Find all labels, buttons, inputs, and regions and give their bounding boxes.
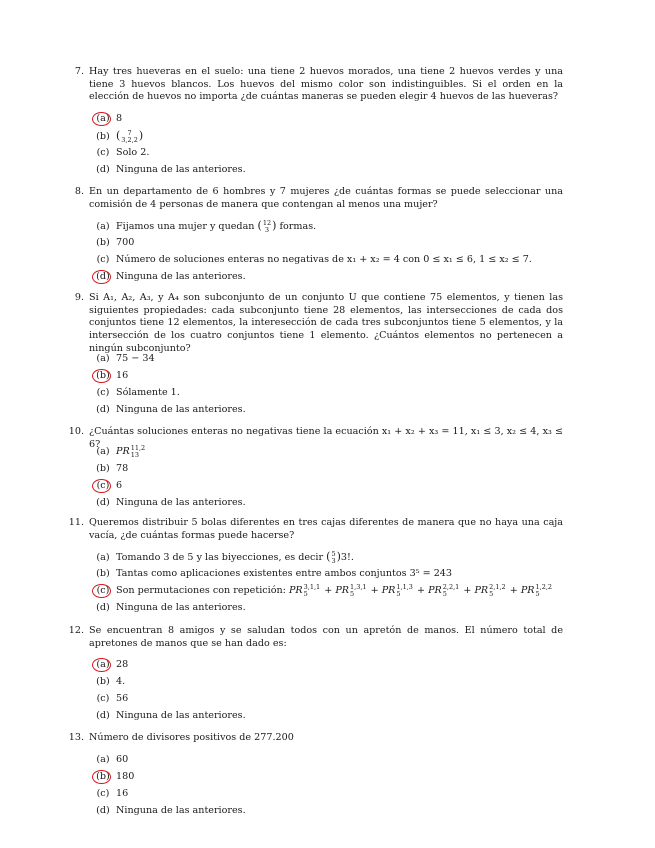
- options-list: [93, 350, 563, 418]
- term-base: PR: [381, 585, 396, 596]
- options-list: [93, 548, 563, 616]
- permutation-term: [335, 582, 367, 598]
- question-number: 13.: [68, 732, 84, 743]
- plus-sign: +: [460, 585, 475, 596]
- option-text-before: Tomando 3 de 5 y las biyecciones, es decir: [116, 552, 324, 563]
- option-text-after: 3!.: [340, 552, 354, 563]
- option-c[interactable]: [93, 785, 563, 802]
- question-text: Hay tres hueveras en el suelo: una tiene 2 huevos morados, una tiene 2 huevos verdes y una tiene 3 huevos blancos. Los huevos del mismo color son indistinguibles. Si el orden en la elección de huevos no importa ¿de cuántas maneras se pueden elegir 4 huevos de las hueveras?: [89, 66, 563, 103]
- option-label: (b): [96, 131, 110, 142]
- option-d[interactable]: [93, 599, 563, 616]
- option-text: 4.: [116, 676, 126, 687]
- permutation-terms: [288, 582, 553, 598]
- option-text: 75 − 34: [116, 353, 155, 364]
- option-c[interactable]: [93, 251, 563, 268]
- question-number: 11.: [68, 517, 84, 528]
- option-c[interactable]: [93, 144, 563, 161]
- question-text: Queremos distribuir 5 bolas diferentes en tres cajas diferentes de manera que no haya una caja vacía, ¿de cuántas formas puede hacerse?: [89, 517, 563, 541]
- option-label: (b): [96, 568, 110, 579]
- question-number: 8.: [74, 186, 84, 197]
- option-text: Ninguna de las anteriores.: [116, 602, 246, 613]
- plus-sign: +: [506, 585, 521, 596]
- term-base: PR: [428, 585, 442, 596]
- binom-top: 5: [331, 549, 336, 558]
- permutation-term: [520, 582, 553, 598]
- term-sup: 3,1,1: [303, 582, 321, 591]
- binom-top: 12: [262, 218, 272, 227]
- term-sub: 5: [442, 589, 447, 598]
- permutation-term: [428, 582, 460, 598]
- question-number: 7.: [74, 66, 84, 77]
- option-d[interactable]: [93, 268, 563, 285]
- term-indices: [536, 584, 553, 598]
- option-text: Tantas como aplicaciones existentes entre ambos conjuntos 3⁵ = 243: [116, 568, 453, 579]
- binom-bottom: 3: [331, 556, 336, 565]
- option-text: 8: [116, 113, 123, 124]
- option-text: 60: [116, 754, 129, 765]
- option-text: Ninguna de las anteriores.: [116, 805, 246, 816]
- option-b[interactable]: [93, 234, 563, 251]
- option-text: 28: [116, 659, 129, 670]
- binom-top: 7: [127, 128, 132, 137]
- options-list: [93, 656, 563, 724]
- term-indices: [489, 584, 506, 598]
- option-text: 700: [116, 237, 135, 248]
- question-text: ¿Cuántas soluciones enteras no negativas tiene la ecuación x₁ + x₂ + x₃ = 11, x₁ ≤ 3, x₂ ≤ 4, x₃ ≤ 6?: [89, 426, 563, 450]
- binom-bottom: 3: [264, 225, 270, 234]
- question-text: Se encuentran 8 amigos y se saludan todos con un apretón de manos. El número total de apretones de manos que se han dado es:: [89, 625, 563, 649]
- option-a[interactable]: [93, 217, 563, 234]
- option-text: Fijamos una mujer y quedan ( 12 3 ) formas.: [116, 218, 317, 234]
- permutation-term: [288, 582, 321, 598]
- option-b[interactable]: [93, 768, 563, 785]
- option-label: (c): [96, 788, 110, 799]
- option-label: (c): [96, 254, 110, 265]
- option-label: (b): [93, 367, 113, 384]
- option-text: [113, 443, 146, 459]
- option-b[interactable]: [93, 565, 563, 582]
- option-b[interactable]: [93, 673, 563, 690]
- option-text: 56: [116, 693, 129, 704]
- term-sup: 2,1,2: [489, 582, 506, 591]
- term-sup: 2,2,1: [442, 582, 460, 591]
- option-text-after: formas.: [279, 221, 317, 232]
- term-sub: 5: [489, 589, 494, 598]
- binom-bottom: 3,2,2: [121, 135, 138, 144]
- option-label: (a): [93, 656, 113, 673]
- option-label: (d): [96, 497, 110, 508]
- option-text: Tomando 3 de 5 y las biyecciones, es decir ( 5 3 )3!.: [116, 549, 354, 565]
- option-label: (a): [96, 754, 110, 765]
- term-indices: [443, 584, 460, 598]
- term-sup: 1,1,3: [396, 582, 413, 591]
- option-text: Ninguna de las anteriores.: [116, 404, 246, 415]
- option-text: ( 7 3,2,2 ): [116, 128, 144, 144]
- option-label: (d): [96, 805, 110, 816]
- option-b[interactable]: [93, 127, 563, 144]
- option-label: (a): [93, 110, 113, 127]
- option-label: (d): [96, 602, 110, 613]
- options-list: [93, 110, 563, 178]
- option-text: 16: [116, 788, 129, 799]
- question-text: Si A₁, A₂, A₃, y A₄ son subconjunto de un conjunto U que contiene 75 elementos, y tienen las siguientes propiedades: cada subconjunto tiene 28 elementos, las intersecciones de cada dos conjuntos tiene 12 elementos, la interesección de cada tres subconjuntos tiene 5 elementos, y la intersección de los cuatro conjuntos tiene 1 elemento. ¿Cuántos elementos no pertenecen a ningún subconjunto?: [89, 292, 563, 354]
- option-label: (b): [96, 676, 110, 687]
- term-sub: 5: [396, 589, 401, 598]
- options-list: [93, 443, 563, 511]
- plus-sign: +: [367, 585, 382, 596]
- option-text-intro: Son permutaciones con repetición:: [116, 585, 286, 596]
- term-base: PR: [335, 585, 350, 596]
- term-indices: [304, 584, 321, 598]
- option-text: 180: [116, 771, 135, 782]
- option-label: (c): [93, 477, 113, 494]
- option-c[interactable]: [93, 690, 563, 707]
- option-math-base: PR: [116, 446, 130, 457]
- option-text: 16: [116, 370, 129, 381]
- option-label: (c): [96, 693, 110, 704]
- option-text: Ninguna de las anteriores.: [116, 164, 246, 175]
- permutation-term: [381, 582, 414, 598]
- option-d[interactable]: [93, 161, 563, 178]
- option-label: (d): [96, 710, 110, 721]
- option-label: (b): [96, 237, 110, 248]
- option-label: (a): [96, 353, 110, 364]
- permutation-term: [474, 582, 506, 598]
- option-a[interactable]: [93, 350, 563, 367]
- option-text: Solo 2.: [116, 147, 150, 158]
- option-label: (d): [96, 404, 110, 415]
- term-indices: [396, 584, 413, 598]
- option-c[interactable]: [93, 477, 563, 494]
- option-math-sub: 13: [130, 450, 139, 459]
- option-b[interactable]: [93, 367, 563, 384]
- option-text: Sólamente 1.: [116, 387, 180, 398]
- option-c[interactable]: [93, 384, 563, 401]
- option-text: 78: [116, 463, 129, 474]
- plus-sign: +: [321, 585, 336, 596]
- term-sub: 5: [535, 589, 540, 598]
- option-text: Número de soluciones enteras no negativas de x₁ + x₂ = 4 con 0 ≤ x₁ ≤ 6, 1 ≤ x₂ ≤ 7.: [116, 254, 532, 265]
- option-label: (a): [96, 446, 110, 457]
- options-list: [93, 217, 563, 285]
- term-sub: 5: [303, 589, 308, 598]
- term-base: PR: [474, 585, 489, 596]
- option-a[interactable]: [93, 656, 563, 673]
- term-indices: [350, 584, 367, 598]
- option-label: (b): [93, 768, 113, 785]
- options-list: [93, 751, 563, 819]
- term-base: PR: [288, 585, 303, 596]
- term-base: PR: [520, 585, 535, 596]
- option-b[interactable]: [93, 460, 563, 477]
- option-a[interactable]: [93, 443, 563, 460]
- option-a[interactable]: [93, 751, 563, 768]
- option-text-before: Fijamos una mujer y quedan: [116, 221, 255, 232]
- plus-sign: +: [413, 585, 429, 596]
- option-label: (a): [96, 552, 110, 563]
- option-d[interactable]: [93, 802, 563, 819]
- option-a[interactable]: [93, 548, 563, 565]
- question-number: 12.: [68, 625, 84, 636]
- option-label: (d): [96, 164, 110, 175]
- term-sup: 1,3,1: [350, 582, 367, 591]
- option-label: (c): [93, 582, 113, 599]
- option-text: Ninguna de las anteriores.: [116, 710, 246, 721]
- question-text: En un departamento de 6 hombres y 7 mujeres ¿de cuántas formas se puede seleccionar una comisión de 4 personas de manera que contengan al menos una mujer?: [89, 186, 563, 210]
- option-label: (c): [96, 147, 110, 158]
- option-d[interactable]: [93, 494, 563, 511]
- question-number: 10.: [68, 426, 84, 437]
- option-a[interactable]: [93, 110, 563, 127]
- option-label: (c): [96, 387, 110, 398]
- option-text: Ninguna de las anteriores.: [116, 271, 246, 282]
- option-math-sup: 11,2: [130, 443, 146, 452]
- option-c[interactable]: [93, 582, 563, 599]
- option-text: 6: [116, 480, 123, 491]
- option-label: (a): [96, 221, 110, 232]
- term-sup: 1,2,2: [535, 582, 553, 591]
- option-label: (b): [96, 463, 110, 474]
- option-text: [113, 582, 553, 598]
- option-d[interactable]: [93, 707, 563, 724]
- question-text: Número de divisores positivos de 277.200: [89, 732, 294, 743]
- question-number: 9.: [74, 292, 84, 303]
- term-sub: 5: [350, 589, 355, 598]
- option-d[interactable]: [93, 401, 563, 418]
- option-label: (d): [93, 268, 113, 285]
- option-text: Ninguna de las anteriores.: [116, 497, 246, 508]
